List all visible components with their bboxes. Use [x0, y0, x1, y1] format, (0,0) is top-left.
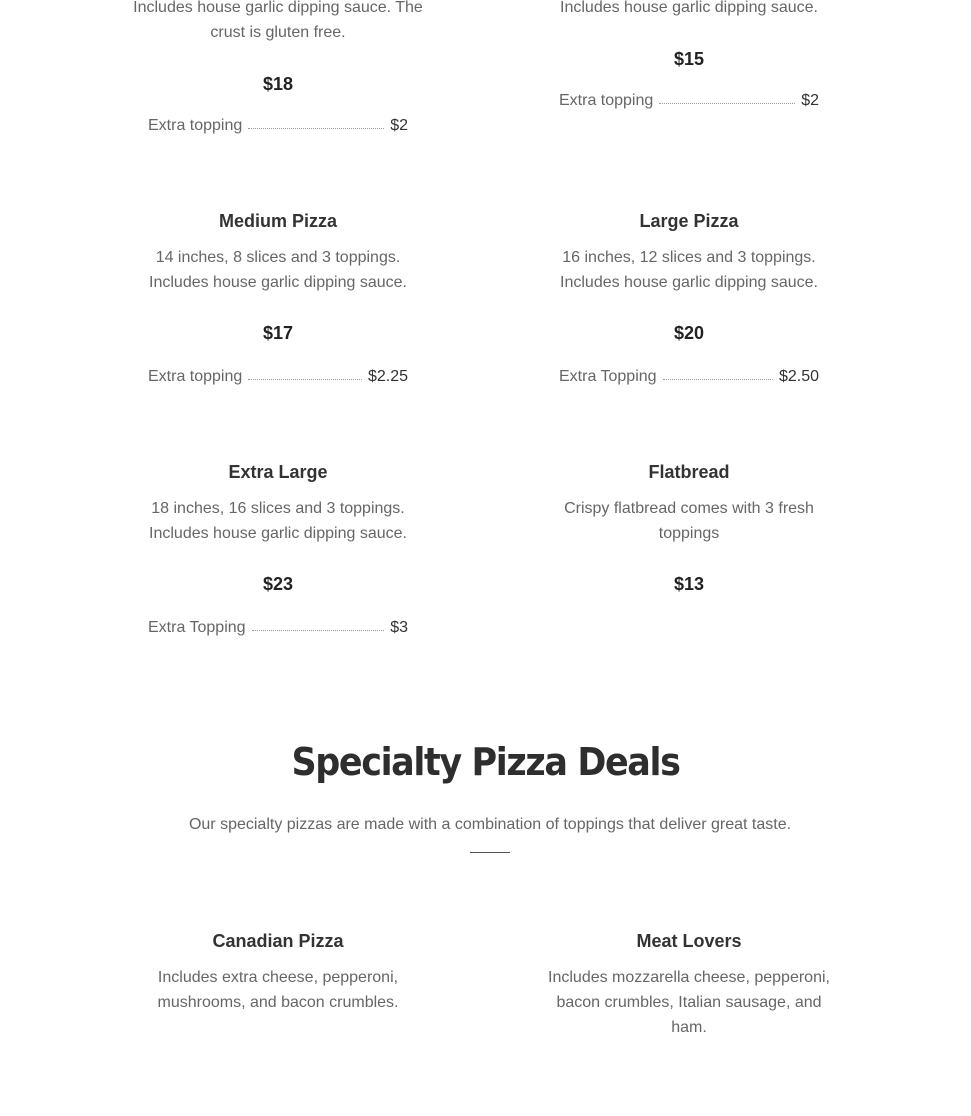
- item-description: 16 inches, 12 slices and 3 toppings. Includes house garlic dipping sauce.: [560, 249, 818, 291]
- extra-price: $2.25: [367, 368, 408, 385]
- dot-leader: [663, 367, 773, 380]
- menu-item-flatbread: [539, 461, 839, 595]
- menu-item-extra-large: [128, 461, 428, 595]
- item-title: Extra Large: [228, 462, 328, 482]
- specialty-section-header: [0, 740, 971, 784]
- item-description: Crispy flatbread comes with 3 fresh toppings: [564, 500, 814, 542]
- extra-price: $3: [390, 619, 408, 636]
- item-price: $17: [262, 323, 294, 343]
- item-title: Canadian Pizza: [212, 931, 344, 951]
- extra-topping-row: [148, 367, 408, 387]
- dot-leader: [659, 91, 795, 104]
- section-subtitle-wrap: [0, 812, 971, 837]
- item-price: $23: [262, 574, 294, 594]
- extra-label: Extra Topping: [559, 368, 657, 385]
- extra-topping-row: [559, 91, 819, 111]
- menu-item: [539, 0, 839, 20]
- extra-label: Extra Topping: [148, 619, 246, 636]
- dot-leader: [252, 618, 385, 631]
- item-price: $15: [673, 49, 705, 69]
- item-description: Includes extra cheese, pepperoni, mushrooms, and bacon crumbles.: [157, 969, 399, 1011]
- extra-price: $2.50: [778, 368, 819, 385]
- item-price: $13: [673, 574, 705, 594]
- extra-label: Extra topping: [148, 368, 243, 385]
- specialty-item-meat-lovers: [539, 930, 839, 1040]
- item-title: Medium Pizza: [218, 211, 338, 231]
- item-title: Large Pizza: [639, 211, 739, 231]
- section-subtitle: Our specialty pizzas are made with a combination of toppings that deliver great taste.: [188, 816, 792, 833]
- dot-leader: [248, 367, 362, 380]
- menu-item-medium-pizza: [128, 210, 428, 344]
- extra-price: $2: [390, 117, 408, 134]
- item-description: Includes mozzarella cheese, pepperoni, bacon crumbles, Italian sausage, and ham.: [548, 969, 830, 1036]
- extra-topping-row: [148, 618, 408, 638]
- specialty-item-canadian-pizza: [128, 930, 428, 1015]
- item-description: Includes house garlic dipping sauce. The crust is gluten free.: [133, 0, 423, 41]
- item-title: Flatbread: [648, 462, 730, 482]
- item-description: Includes house garlic dipping sauce.: [560, 0, 818, 16]
- item-description: 14 inches, 8 slices and 3 toppings. Includes house garlic dipping sauce.: [149, 249, 407, 291]
- extra-topping-row: [559, 367, 819, 387]
- section-title: Specialty Pizza Deals: [291, 740, 680, 784]
- item-price: $20: [673, 323, 705, 343]
- menu-item-large-pizza: [539, 210, 839, 344]
- item-price: $18: [262, 74, 294, 94]
- extra-topping-row: [148, 116, 408, 136]
- item-title: Meat Lovers: [636, 931, 742, 951]
- extra-label: Extra topping: [559, 92, 654, 109]
- extra-label: Extra topping: [148, 117, 243, 134]
- item-description: 18 inches, 16 slices and 3 toppings. Includes house garlic dipping sauce.: [149, 500, 407, 542]
- dot-leader: [248, 116, 384, 129]
- extra-price: $2: [801, 92, 819, 109]
- section-divider: [470, 852, 510, 853]
- menu-item: [128, 0, 428, 45]
